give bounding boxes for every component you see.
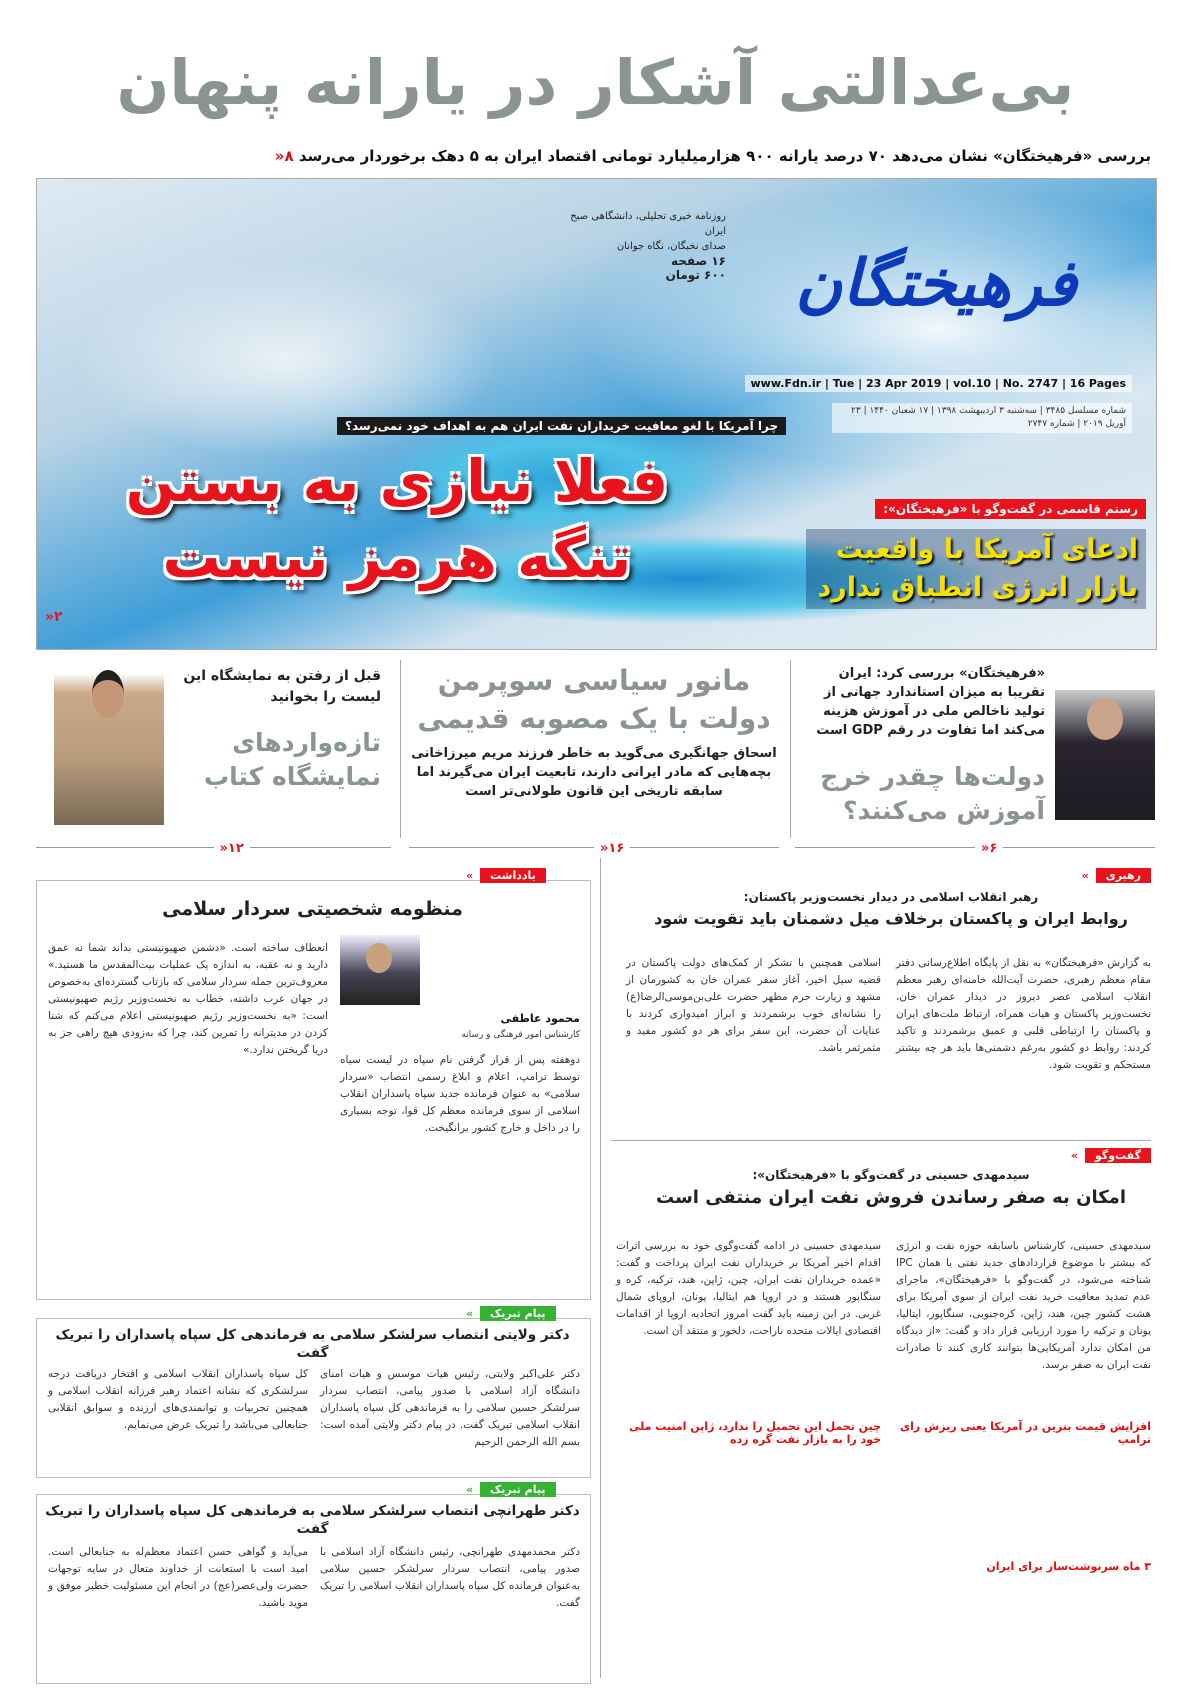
- page-count: ۱۶ صفحه: [671, 254, 726, 268]
- section-label-interview: گفت‌وگو »: [1085, 1148, 1151, 1163]
- hero-title-line: تنگه هرمز نیست: [162, 523, 632, 591]
- section-label-editorial: یادداشت »: [480, 868, 546, 883]
- hero-kicker: چرا آمریکا با لغو معافیت خریداران نفت ایران هم به اهداف خود نمی‌رسد؟: [337, 417, 786, 435]
- teaser-education[interactable]: [795, 660, 1155, 856]
- teaser-citizenship[interactable]: [409, 660, 779, 856]
- article-title[interactable]: دکتر طهرانچی انتصاب سرلشکر سلامی به فرماندهی کل سپاه پاسداران را تبریک گفت: [45, 1503, 580, 1537]
- newspaper-logo: فرهیختگان: [795, 246, 1077, 321]
- page-reference[interactable]: ۲«: [45, 609, 63, 625]
- article-body: دکتر علی‌اکبر ولایتی، رئیس هیات موسس و هیات امنای دانشگاه آزاد اسلامی با صدور پیامی، انتصاب سردار سرلشکر حسین سلامی را به فرماندهی کل سپاه پاسداران انقلاب اسلامی تبریک گفت. در پیام دکتر ولایتی آمده است: بسم الله الرحمن الرحیم: [320, 1368, 580, 1448]
- side-story-kicker: رستم قاسمی در گفت‌وگو با «فرهیختگان»:: [875, 499, 1146, 519]
- price-box: [606, 254, 726, 282]
- section-label-congrats: پیام تبریک »: [480, 1482, 556, 1497]
- issue-info: شماره مسلسل ۳۴۸۵ | سه‌شنبه ۳ اردیبهشت ۱۳۹۸ | ۱۷ شعبان ۱۴۴۰ | ۲۳ آوریل ۲۰۱۹ | شماره ۲۷۴۷: [832, 403, 1132, 433]
- article-title[interactable]: دکتر ولایتی انتصاب سرلشکر سلامی به فرماندهی کل سپاه پاسداران را تبریک گفت: [55, 1327, 570, 1361]
- article-body: می‌آید و گواهی حسن اعتماد معظم‌له به جنابعالی است. امید است با استعانت از خداوند متعال در سایه توجهات حضرت ولی‌عصر(عج) در انجام این مسئولیت خطیر موفق و موید باشید.: [48, 1546, 308, 1609]
- article-body: کل سپاه پاسداران انقلاب اسلامی و افتخار دریافت درجه سرلشکری که نشانه اعتماد رهبر فرزانه انقلاب اسلامی و همچنین تجربیات و توانمندی‌های ارزنده و سوابق انقلابی جنابعالی می‌باشد را تبریک عرض می‌نمایم.: [48, 1368, 308, 1431]
- page-reference[interactable]: ۱۲«: [214, 841, 250, 856]
- divider: [790, 660, 791, 838]
- reader-photo: [54, 660, 164, 825]
- page-reference[interactable]: ۸«: [274, 147, 294, 165]
- article-title[interactable]: امکان به صفر رساندن فروش نفت ایران منتفی است: [656, 1187, 1126, 1208]
- tagline-line: روزنامه خبری تحلیلی، دانشگاهی صبح ایران: [570, 211, 726, 237]
- divider: [400, 660, 401, 838]
- teaser-subtitle: اسحاق جهانگیری می‌گوید به خاطر فرزند مریم میرزاخانی بچه‌هایی که مادر ایرانی دارند، تابعیت ایران می‌گیرند اما سابقه تاریخی این قانون طولانی‌تر است: [411, 746, 777, 799]
- tagline: [556, 209, 726, 254]
- article-body: اسلامی همچنین با تشکر از کمک‌های دولت پاکستان در قضیه سیل اخیر، آغاز سفر عمران خان به کشورمان از مشهد و زیارت حرم مطهر حضرت علی‌بن‌موسی‌الرضا(ع) را نشانه‌ای خوب برشمردند و ابراز امیدواری کردند با عنایات آن حضرت، این سفر برای هر دو کشور مفید و مثمرثمر باشد.: [626, 957, 881, 1054]
- article-body: به گزارش «فرهیختگان» به نقل از پایگاه اطلاع‌رسانی دفتر مقام معظم رهبری، حضرت آیت‌الله خامنه‌ای رهبر معظم انقلاب اسلامی عصر دیروز در دیدار عمران خان، نخست‌وزیر پاکستان و هیات همراه، ارتباط ملت‌های ایران و پاکستان را ارتباطی قلبی و عمیق برشمردند و تاکید کردند: روابط دو کشور به‌رغم دشمنی‌ها باید هر چه بیشتر مستحکم و تقویت شود.: [896, 957, 1151, 1071]
- author-role: کارشناس امور فرهنگی و رسانه: [461, 1030, 580, 1040]
- article-body: انعطاف ساخته است. «دشمن صهیونیستی بداند شما نه عمق دارید و نه عقبه، به اندازه یک عملیات بیت‌المقدس ما هستید.» معروف‌ترین جمله سردار سلامی که بازتاب گسترده‌ای به‌خصوص در جهان عرب داشته، خطاب به نخست‌وزیر رژیم صهیونیستی است: «به نخست‌وزیر رژیم صهیونیستی اعلام می‌کنم که شنا کردن در مدیترانه را تمرین کند، چرا که به‌زودی هیچ راهی جز به دریا گریختن ندارد.»: [48, 942, 328, 1056]
- article-title[interactable]: منظومه شخصیتی سردار سلامی: [162, 898, 463, 920]
- section-label-leader: رهبری »: [1096, 868, 1151, 883]
- subhead-text: بررسی «فرهیختگان» نشان می‌دهد ۷۰ درصد یارانه ۹۰۰ هزارمیلیارد تومانی اقتصاد ایران به ۵ دهک برخوردار می‌رسد: [298, 147, 1151, 165]
- teaser-kicker: «فرهیختگان» بررسی کرد: ایران تقریبا به میزان استاندارد جهانی از تولید ناخالص ملی در آموزش هزینه می‌کند اما تفاوت در رقم GDP است: [816, 666, 1045, 738]
- article-body: سیدمهدی حسینی، کارشناس باسابقه حوزه نفت و انرژی که بیشتر با موضوع قراردادهای جدید نفتی یا همان IPC شناخته می‌شود، در گفت‌وگو با «فرهیختگان»، ماجرای عدم تمدید معافیت خرید نفت ایران از سوی آمریکا برای هشت کشور چین، هند، ژاپن، کره‌جنوبی، سنگاپور، ایتالیا، یونان و ترکیه را مورد ارزیابی قرار داد و گفت: «از دیدگاه من امکان ندارد آمریکایی‌ها بتوانند کاری کنند تا صادرات نفت ایران به صفر برسد.: [896, 1240, 1151, 1371]
- hero-title-line: فعلا نیازی به بستن: [125, 447, 669, 515]
- article-subhead: افزایش قیمت بنزین در آمریکا یعنی ریزش رای ترامپ: [900, 1420, 1151, 1446]
- hero-title[interactable]: [57, 443, 737, 595]
- teaser-title: دولت‌ها چقدر خرج آموزش می‌کنند؟: [820, 762, 1045, 825]
- teaser-kicker: قبل از رفتن به نمایشگاه این لیست را بخوانید: [183, 668, 381, 705]
- section-label-congrats: پیام تبریک »: [480, 1306, 556, 1321]
- hero-section: [36, 178, 1157, 650]
- author-photo: [340, 935, 420, 1005]
- person-photo: [1055, 690, 1155, 820]
- article-body: دوهفته پس از قرار گرفتن نام سپاه در لیست سیاه توسط ترامپ، اعلام و ابلاغ رسمی انتصاب «سردار سلامی» به عنوان فرمانده جدید سپاه پاسداران انقلاب اسلامی از سوی فرمانده معظم کل قوا، توجه بسیاری را در داخل و خارج کشور برانگیخت.: [340, 1054, 580, 1134]
- main-subhead: [40, 147, 1151, 165]
- tagline-line: صدای نخبگان، نگاه جوانان: [616, 241, 726, 252]
- page-reference[interactable]: ۶«: [975, 841, 1003, 856]
- article-kicker: رهبر انقلاب اسلامی در دیدار نخست‌وزیر پاکستان:: [743, 890, 1039, 904]
- teaser-title: تازه‌واردهای نمایشگاه کتاب: [203, 728, 381, 791]
- article-body: دکتر محمدمهدی طهرانچی، رئیس دانشگاه آزاد اسلامی با صدور پیامی، انتصاب سردار سرلشکر حسین سلامی به‌عنوان فرمانده کل سپاه پاسداران انقلاب اسلامی را تبریک گفت.: [320, 1546, 580, 1609]
- page-reference[interactable]: ۱۶«: [594, 841, 630, 856]
- teaser-book-fair[interactable]: [36, 660, 391, 856]
- divider: [611, 1140, 1151, 1141]
- price: ۶۰۰ تومان: [665, 268, 726, 282]
- side-story-title[interactable]: ادعای آمریکا با واقعیت بازار انرژی انطباق ندارد: [806, 529, 1146, 609]
- column-divider: [600, 858, 601, 1678]
- main-headline: بی‌عدالتی آشکار در یارانه پنهان: [116, 46, 1075, 119]
- article-subhead: چین تحمل این تحمیل را ندارد، ژاپن امنیت ملی خود را به بازار نفت گره زده: [628, 1420, 881, 1446]
- article-title[interactable]: روابط ایران و پاکستان برخلاف میل دشمنان باید تقویت شود: [654, 909, 1128, 928]
- article-kicker: سیدمهدی حسینی در گفت‌وگو با «فرهیختگان»:: [752, 1168, 1030, 1182]
- author-name: محمود عاطفی: [500, 1012, 580, 1025]
- dateline: www.Fdn.ir | Tue | 23 Apr 2019 | vol.10 | No. 2747 | 16 Pages: [745, 375, 1133, 392]
- teaser-title: مانور سیاسی سوپرمن دولت با یک مصوبه قدیمی: [417, 664, 771, 735]
- article-body: سیدمهدی حسینی در ادامه گفت‌وگوی خود به بررسی اثرات اقدام اخیر آمریکا بر خریداران نفت ایران پرداخت و گفت: «عمده خریداران نفت ایران، چین، ژاپن، هند، ترکیه، کره و سنگاپور هستند و در اروپا هم ایتالیا، یونان، اروپای شمال غربی. در این زمینه باید گفت امروز اتحادیه اروپا از اقدامات اقتصادی ایالات متحده ناراحت، دلخور و منتقد آن است.: [616, 1240, 881, 1337]
- article-subhead: ۳ ماه سرنوشت‌ساز برای ایران: [986, 1560, 1151, 1573]
